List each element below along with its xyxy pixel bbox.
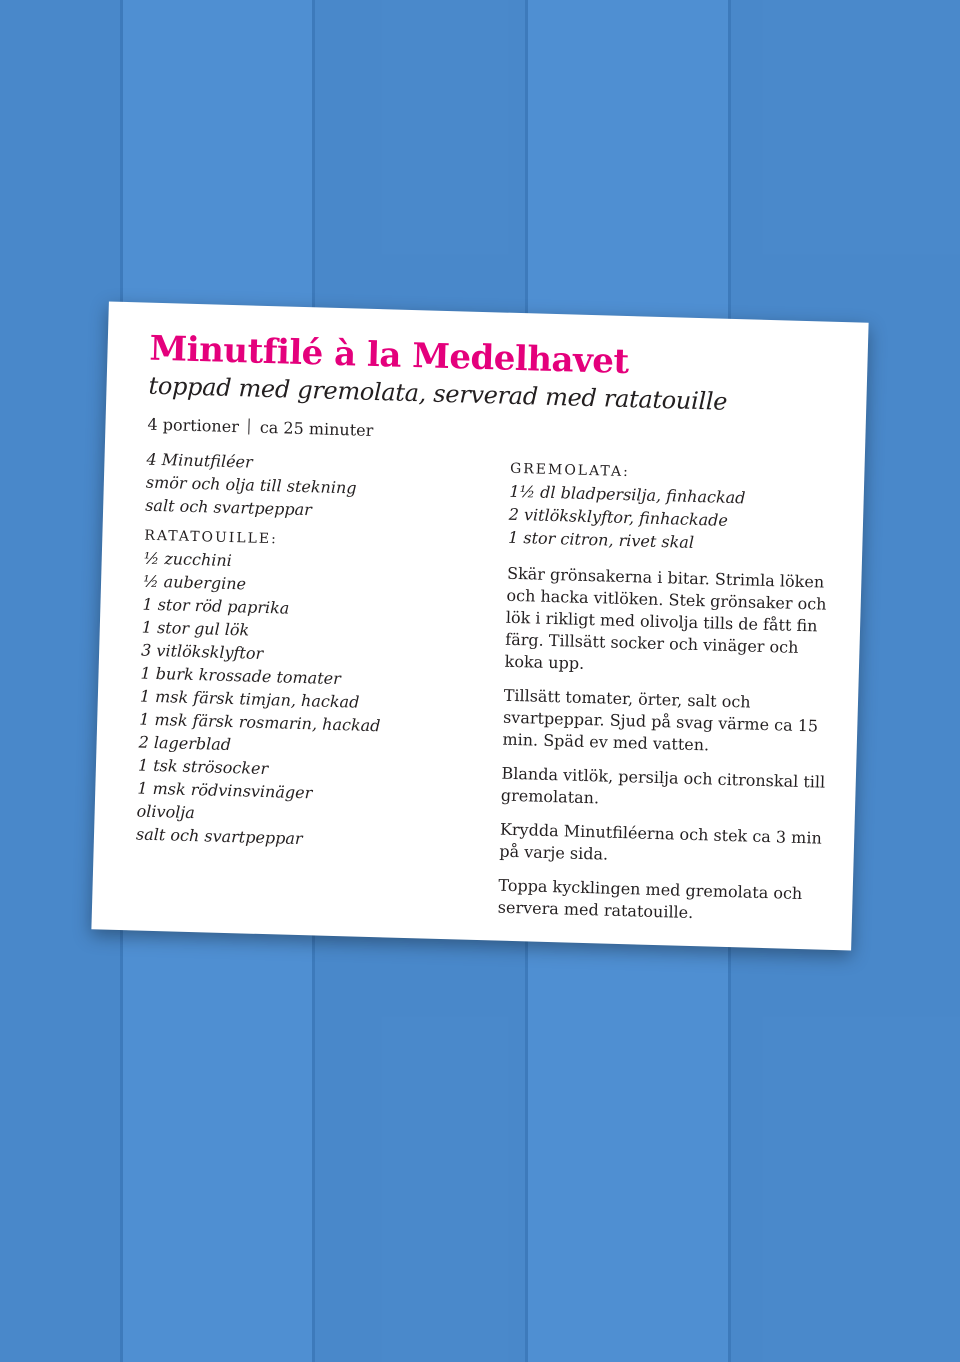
ingredient-item: 1 stor citron, rivet skal [507, 527, 695, 552]
method-steps [497, 563, 831, 928]
step-text: Toppa kycklingen med gremolata och servera med ratatouille. [497, 875, 803, 923]
ingredient-item: smör och olja till stekning [145, 472, 357, 498]
ingredient-item: 4 Minutfiléer [146, 449, 253, 472]
ingredient-item: 2 vitlöksklyftor, finhackade [508, 504, 729, 530]
gremolata-heading: GREMOLATA: [509, 460, 631, 481]
divider [249, 418, 250, 434]
recipe-meta [147, 415, 835, 453]
ingredient-item: 1 msk färsk rosmarin, hackad [139, 709, 381, 736]
ingredient-item: salt och svartpeppar [135, 824, 303, 849]
ingredient-item: 1 tsk strösocker [137, 755, 269, 779]
recipe-columns [134, 448, 835, 940]
ingredient-item: 1 msk färsk timjan, hackad [139, 686, 360, 712]
step-text: Krydda Minutfiléerna och stek ca 3 min på varje sida. [499, 819, 823, 864]
ingredient-item: 2 lagerblad [138, 732, 232, 755]
step-text: Skär grönsakerna i bitar. Strimla löken och hacka vitlöken. Stek grönsaker och lök i rikligt med olivolja tills de fått fin färg. Tillsätt socker och vinäger och koka upp. [504, 563, 827, 673]
ingredient-item: 1 msk rödvinsvinäger [137, 778, 313, 803]
method-column [497, 458, 834, 940]
recipe-subtitle: toppad med gremolata, serverad med ratatouille [148, 371, 728, 416]
ingredient-item: 1½ dl bladpersilja, finhackad [509, 481, 746, 508]
ingredients-column [134, 448, 511, 931]
ingredient-item: olivolja [136, 801, 196, 823]
ingredient-item: 1 burk krossade tomater [140, 663, 342, 689]
ingredient-item: ½ zucchini [143, 548, 233, 571]
ingredient-item: 1 stor röd paprika [142, 594, 290, 618]
cook-time: ca 25 minuter [259, 417, 374, 440]
ingredient-item: 3 vitlöksklyftor [140, 640, 264, 663]
servings: 4 portioner [147, 414, 240, 437]
recipe-title: Minutfilé à la Medelhavet [149, 328, 630, 383]
recipe-card [91, 302, 868, 951]
ingredient-item: salt och svartpeppar [144, 495, 313, 520]
ingredient-item: ½ aubergine [142, 571, 247, 594]
step-text: Tillsätt tomater, örter, salt och svartpeppar. Sjud på svag värme ca 15 min. Späd ev med vatten. [502, 685, 819, 755]
step-text: Blanda vitlök, persilja och citronskal till gremolatan. [500, 763, 826, 808]
ratatouille-heading: RATATOUILLE: [144, 527, 279, 548]
ingredient-item: 1 stor gul lök [141, 617, 250, 640]
